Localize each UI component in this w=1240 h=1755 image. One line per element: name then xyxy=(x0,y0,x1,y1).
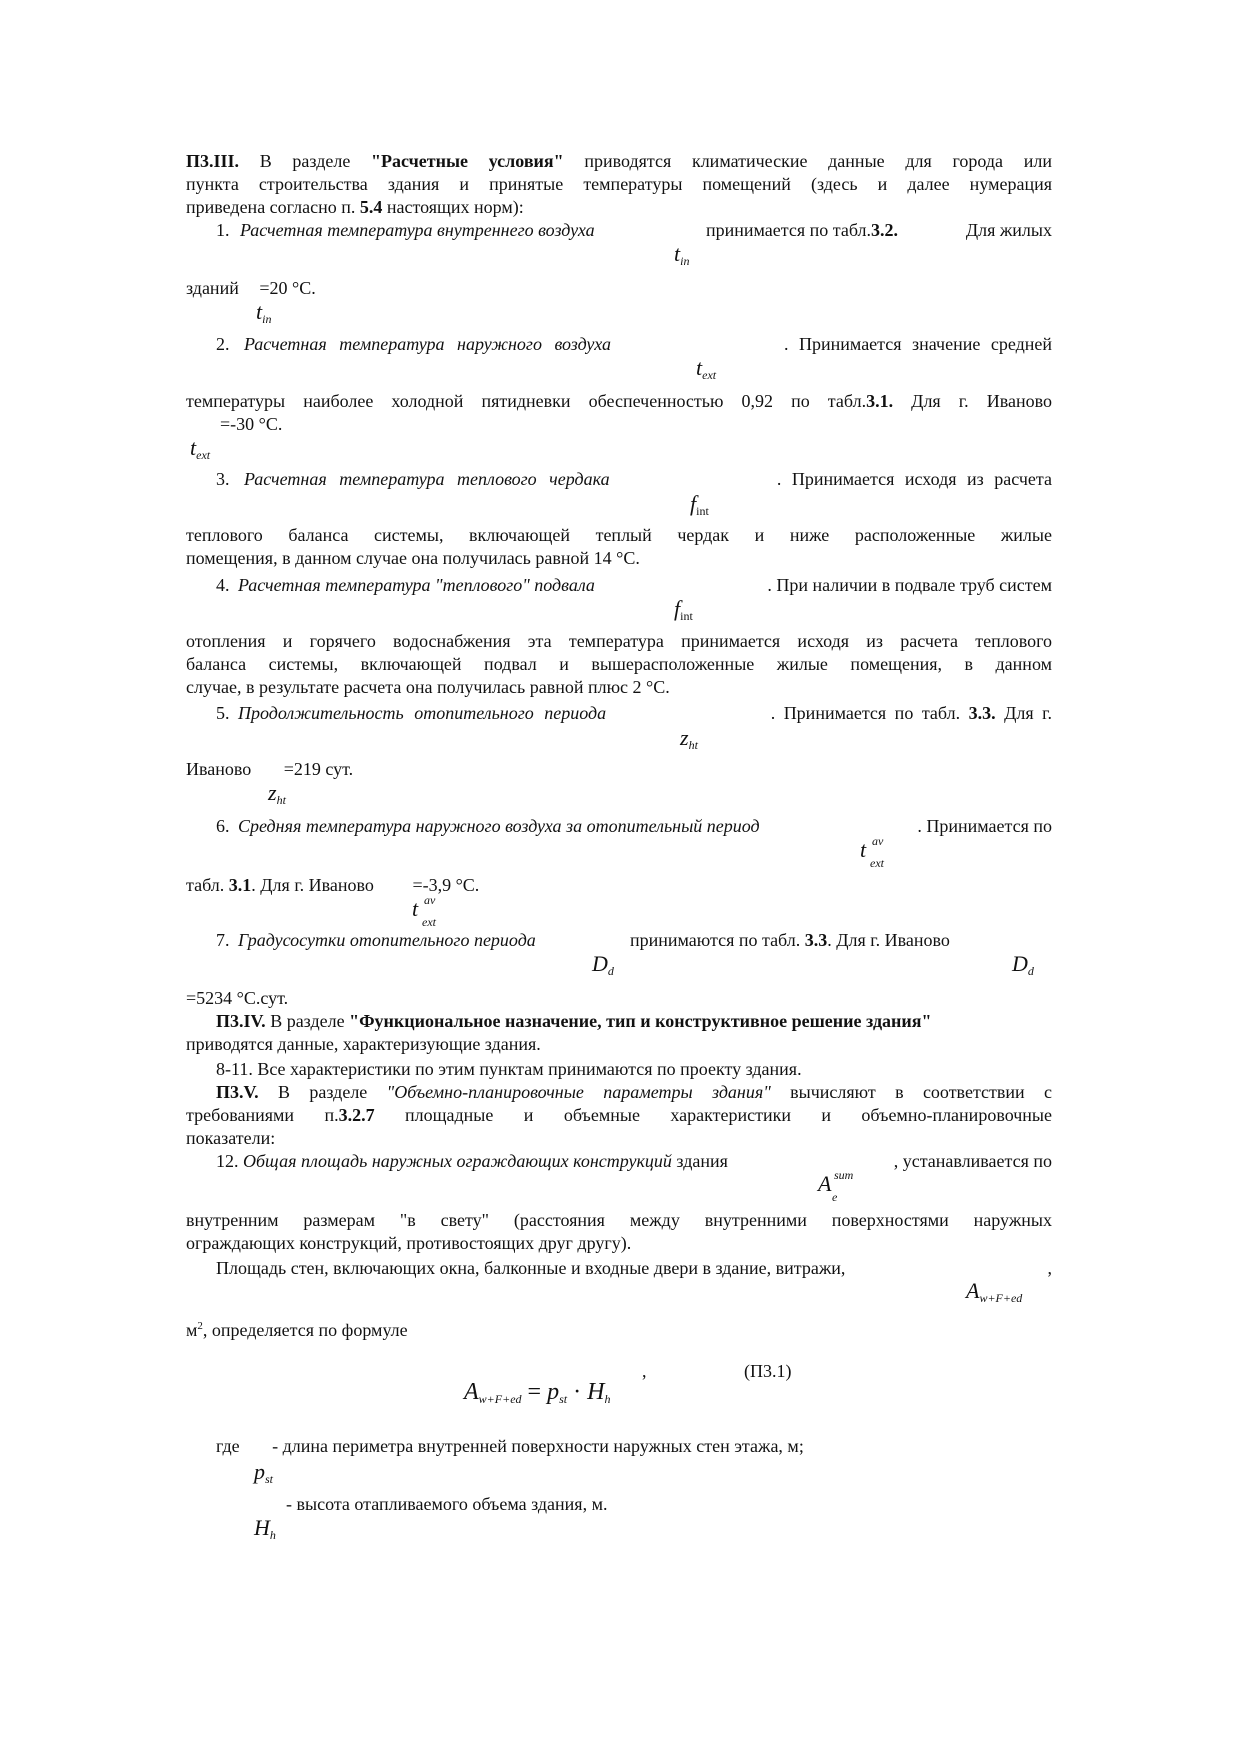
item4-line-4: случае, в результате расчета она получилась равной плюс 2 °С. xyxy=(186,677,670,697)
item7-text-2: . Для г. Иваново xyxy=(827,930,950,950)
item6-line-1 xyxy=(216,815,1052,837)
item4-line-1 xyxy=(216,574,1052,596)
item4-text: . При наличии в подвале труб систем xyxy=(767,575,1052,595)
item12-walls: Площадь стен, включающих окна, балконные и входные двери в здание, витражи, xyxy=(216,1258,846,1278)
item2-ref: 3.1. xyxy=(866,391,894,411)
item6-cont-a: табл. xyxy=(186,875,229,895)
item6-text: . Принимается по xyxy=(917,816,1052,836)
item5-num: 5. xyxy=(216,703,230,723)
item4-line-2: отопления и горячего водоснабжения эта температура принимается исходя из расчета теплового xyxy=(186,631,1052,651)
where-word: где xyxy=(216,1436,240,1456)
item3-line-1 xyxy=(216,468,1052,490)
item5-ref: 3.3. xyxy=(968,703,996,723)
item5-text-2: Для г. xyxy=(995,703,1052,723)
p4-section-title: "Функциональное назначение, тип и конструктивное решение здания" xyxy=(349,1011,932,1031)
item2-line-2-b: Для г. Иваново xyxy=(893,391,1052,411)
p3-line-3 xyxy=(186,196,524,218)
item12-text: здания xyxy=(671,1151,728,1171)
where-line-2: - высота отапливаемого объема здания, м. xyxy=(286,1494,608,1514)
item12-line-3: ограждающих конструкций, противостоящих друг другу). xyxy=(186,1233,632,1253)
item12-num: 12. xyxy=(216,1151,239,1171)
p4-code: П3.IV. xyxy=(216,1011,266,1031)
p3-code: П3.III. xyxy=(186,151,240,171)
item2-num: 2. xyxy=(216,334,230,354)
t-ext-symbol-2: $t_{ext}$ xyxy=(190,435,211,462)
t-in-symbol-2: $t_{in}$ xyxy=(256,299,272,326)
z-ht-symbol: $z_{ht}$ xyxy=(680,725,698,752)
item3-line-3: помещения, в данном случае она получилась равной 14 °С. xyxy=(186,548,640,568)
where-line-1 xyxy=(216,1435,804,1457)
item6-cont-b: . Для г. Иваново xyxy=(251,875,374,895)
item12-line-1 xyxy=(216,1150,1052,1172)
item1-text-2: Для жилых xyxy=(965,220,1052,240)
p5-ref: 3.2.7 xyxy=(338,1105,375,1125)
item1-cont-a: зданий xyxy=(186,278,239,298)
item5-cont-b: =219 сут. xyxy=(283,759,354,779)
p3-section-title: "Расчетные условия" xyxy=(371,151,564,171)
formula-p3-1: $A_{w+F+ed} = p_{st} \cdot H_h$ xyxy=(464,1379,611,1406)
item2-text: . Принимается значение средней xyxy=(784,334,1052,354)
formula-intro-sup: 2 xyxy=(197,1320,203,1332)
item3-line-2: теплового баланса системы, включающей теплый чердак и ниже расположенные жилые xyxy=(186,525,1052,545)
item12-line-2: внутренним размерам "в свету" (расстояния между внутренними поверхностями наружных xyxy=(186,1210,1052,1230)
item3-title: Расчетная температура теплового чердака xyxy=(244,469,610,489)
item5-title: Продолжительность отопительного периода xyxy=(238,703,607,723)
item5-cont-a: Иваново xyxy=(186,759,252,779)
item1-line-1 xyxy=(216,219,595,241)
item12-text-2: , устанавливается по xyxy=(893,1151,1052,1171)
item5-text: . Принимается по табл. xyxy=(770,703,969,723)
item3-text: . Принимается исходя из расчета xyxy=(776,469,1052,489)
p4-line-3: 8-11. Все характеристики по этим пунктам принимаются по проекту здания. xyxy=(216,1059,802,1079)
item4-line-3: баланса системы, включающей подвал и вышерасположенные жилые помещения, в данном xyxy=(186,654,1052,674)
item4-num: 4. xyxy=(216,575,230,595)
formula-intro-a: м xyxy=(186,1320,198,1340)
p3-ref: 5.4 xyxy=(359,197,383,217)
item2-line-1 xyxy=(216,333,1052,355)
f-int-symbol: $f_{int}$ xyxy=(690,491,709,518)
p5-code: П3.V. xyxy=(216,1082,259,1102)
item1-num: 1. xyxy=(216,220,230,240)
p5-text-2: вычисляют в соответствии с xyxy=(770,1082,1052,1102)
p3-line-3-a: приведена согласно п. xyxy=(186,197,360,217)
item7-text: принимаются по табл. xyxy=(630,930,805,950)
item1-title: Расчетная температура внутреннего воздуха xyxy=(240,220,595,240)
f-int-symbol-2: $f_{int}$ xyxy=(674,596,693,623)
item1-line-2 xyxy=(186,277,316,299)
formula-comma: , xyxy=(642,1361,647,1381)
item7-title: Градусосутки отопительного периода xyxy=(238,930,536,950)
p5-line-2 xyxy=(186,1104,1052,1126)
item5-line-1 xyxy=(216,702,1052,724)
item4-title: Расчетная температура "теплового" подвала xyxy=(238,575,595,595)
item7-line-1 xyxy=(216,929,536,951)
d-d-symbol: $D_d$ xyxy=(592,951,614,978)
a-wfed-symbol: $A_{w+F+ed}$ xyxy=(966,1278,1023,1305)
d-d-symbol-2: $D_d$ xyxy=(1012,951,1034,978)
item7-line-1-right xyxy=(630,929,950,951)
item2-line-2-a: температуры наиболее холодной пятидневки обеспеченностью 0,92 по табл. xyxy=(186,391,867,411)
p5-line-3: показатели: xyxy=(186,1128,276,1148)
item6-num: 6. xyxy=(216,816,230,836)
item7-line-2: =5234 °С.сут. xyxy=(186,988,289,1008)
p3-text-1: В разделе xyxy=(239,151,372,171)
item2-line-2 xyxy=(186,390,1052,412)
p3-line-2: пункта строительства здания и принятые температуры помещений (здесь и далее нумерация xyxy=(186,174,1052,194)
item3-num: 3. xyxy=(216,469,230,489)
p5-line-2-b: площадные и объемные характеристики и объемно-планировочные xyxy=(374,1105,1052,1125)
p5-line-2-a: требованиями п. xyxy=(186,1105,339,1125)
item12-title: Общая площадь наружных ограждающих конструкций xyxy=(243,1151,672,1171)
item2-line-3: =-30 °С. xyxy=(220,414,283,434)
item5-right xyxy=(771,702,1052,724)
item2-title: Расчетная температура наружного воздуха xyxy=(244,334,611,354)
item7-ref: 3.3 xyxy=(804,930,828,950)
p3-line-3-c: настоящих норм): xyxy=(382,197,524,217)
p-st-symbol: $p_{st}$ xyxy=(254,1459,274,1486)
t-ext-av-symbol-2: t av ext xyxy=(412,893,436,929)
p4-line-2: приводятся данные, характеризующие здания. xyxy=(186,1034,541,1054)
p3-text-2: приводятся климатические данные для города или xyxy=(563,151,1052,171)
item12-walls-end: , xyxy=(1047,1258,1052,1278)
z-ht-symbol-2: $z_{ht}$ xyxy=(268,780,286,807)
t-ext-symbol: $t_{ext}$ xyxy=(696,355,717,382)
t-in-symbol: $t_{in}$ xyxy=(674,241,690,268)
p5-text: В разделе xyxy=(258,1082,387,1102)
item1-text: принимается по табл. xyxy=(706,220,872,240)
formula-label: (П3.1) xyxy=(744,1361,792,1381)
p4-line-1 xyxy=(216,1010,1052,1032)
t-ext-av-symbol: t av ext xyxy=(860,834,884,870)
item6-ref: 3.1 xyxy=(228,875,252,895)
p4-text: В разделе xyxy=(265,1011,350,1031)
item7-num: 7. xyxy=(216,930,230,950)
item1-cont-b: =20 °С. xyxy=(259,278,316,298)
formula-intro-b: , определяется по формуле xyxy=(202,1320,408,1340)
h-h-symbol: $H_h$ xyxy=(254,1515,276,1542)
item12-formula-intro xyxy=(186,1315,408,1341)
pst-definition: - длина периметра внутренней поверхности наружных стен этажа, м; xyxy=(272,1436,804,1456)
item1-ref: 3.2. xyxy=(871,220,899,240)
item12-walls-line xyxy=(216,1257,1052,1279)
p5-line-1 xyxy=(216,1081,1052,1103)
a-e-sum-symbol: A sum e xyxy=(818,1168,854,1204)
p5-section-title: "Объемно-планировочные параметры здания" xyxy=(386,1082,771,1102)
item5-line-2 xyxy=(186,758,353,780)
item1-line-1-right xyxy=(706,219,1052,241)
p3-line-1 xyxy=(186,150,1052,172)
item6-cont-c: =-3,9 °С. xyxy=(412,875,480,895)
item6-title: Средняя температура наружного воздуха за отопительный период xyxy=(238,816,760,836)
